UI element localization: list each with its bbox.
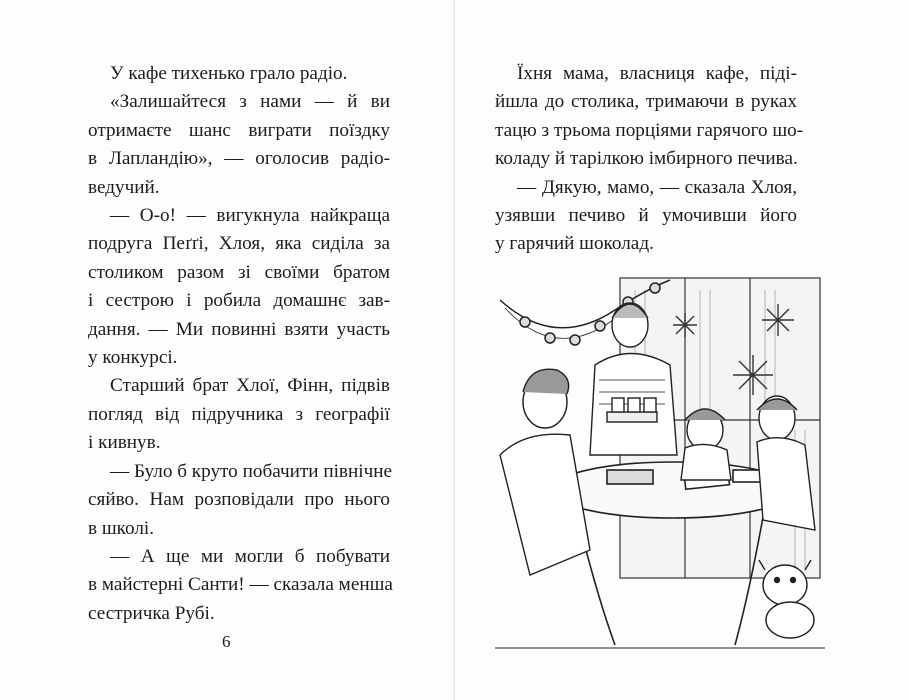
cafe-family-illustration bbox=[495, 270, 825, 655]
text-line: столиком разом зі своїми братом bbox=[88, 261, 390, 283]
text-line: і сестрою і робила домашнє зав- bbox=[88, 290, 390, 312]
left-text-column bbox=[88, 60, 393, 628]
text-line: погляд від підручника з географії bbox=[88, 403, 390, 425]
paragraph bbox=[495, 60, 804, 174]
text-line: Старший брат Хлої, Фінн, підвів bbox=[110, 375, 390, 397]
text-line: в школі. bbox=[88, 517, 155, 539]
text-line: ведучий. bbox=[88, 176, 160, 198]
text-line: дання. — Ми повинні взяти участь bbox=[88, 318, 390, 340]
right-text-column bbox=[495, 60, 804, 259]
text-line: у гарячий шоколад. bbox=[495, 233, 654, 255]
text-line: У кафе тихенько грало радіо. bbox=[110, 63, 348, 84]
text-line: в Лапландію», — оголосив радіо- bbox=[88, 148, 390, 170]
text-line: — Дякую, мамо, — сказала Хлоя, bbox=[517, 176, 797, 198]
paragraph bbox=[88, 88, 390, 202]
text-line: «Залишайтеся з нами — й ви bbox=[110, 91, 390, 113]
paragraph bbox=[88, 202, 390, 372]
text-line: сяйво. Нам розповідали про нього bbox=[88, 489, 390, 511]
boy-figure-icon bbox=[500, 369, 590, 575]
text-line: отримаєте шанс виграти поїздку bbox=[88, 119, 390, 141]
text-line: у конкурсі. bbox=[88, 347, 178, 369]
text-line: коладу й тарілкою імбирного печива. bbox=[495, 148, 798, 170]
text-line: в майстерні Санти! — сказала менша bbox=[88, 574, 393, 596]
left-page bbox=[0, 0, 454, 700]
paragraph bbox=[88, 458, 393, 543]
text-line: — О-о! — вигукнула найкраща bbox=[110, 205, 390, 227]
text-line: тацю з трьома порціями гарячого шо- bbox=[495, 119, 804, 141]
text-line: і кивнув. bbox=[88, 432, 161, 454]
paragraph bbox=[88, 60, 390, 88]
paragraph bbox=[495, 174, 797, 259]
text-line: — А ще ми могли б побувати bbox=[110, 545, 390, 567]
paragraph bbox=[88, 543, 393, 628]
text-line: узявши печиво й умочивши його bbox=[495, 205, 797, 227]
text-line: подруга Пеґґі, Хлоя, яка сиділа за bbox=[88, 233, 390, 255]
text-line: йшла до столика, тримаючи в руках bbox=[495, 91, 797, 113]
text-line: сестричка Рубі. bbox=[88, 602, 215, 624]
paragraph bbox=[88, 372, 390, 457]
text-line: Їхня мама, власниця кафе, піді- bbox=[517, 63, 797, 84]
text-line: — Було б круто побачити північне bbox=[110, 460, 393, 482]
right-page bbox=[455, 0, 909, 700]
page-number: 6 bbox=[222, 632, 231, 651]
